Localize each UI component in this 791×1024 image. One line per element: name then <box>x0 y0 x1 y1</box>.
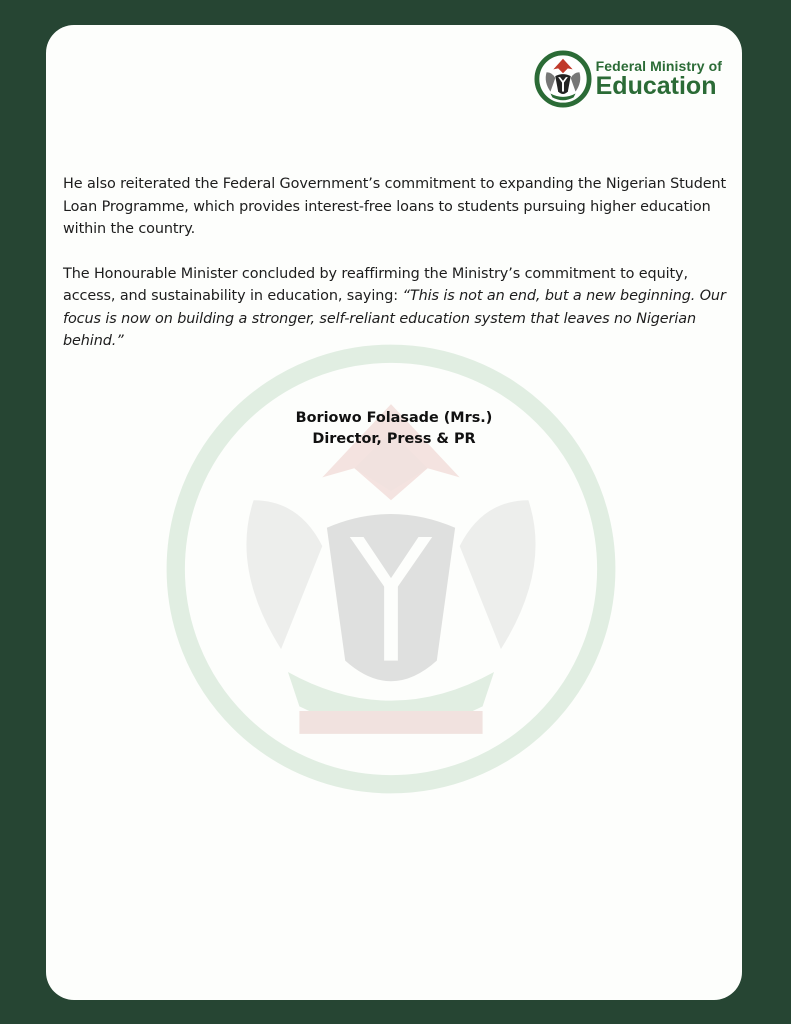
paragraph-conclusion <box>63 263 733 353</box>
paragraph-student-loan: He also reiterated the Federal Government’s commitment to expanding the Nigerian Student Loan Programme, which provides interest-free loans to students pursuing higher education within the country. <box>63 176 727 237</box>
paragraph-conclusion-intro: The Honourable Minister concluded by reaffirming the Ministry’s commitment to equity, access, and sustainability in education, saying: <box>63 265 688 304</box>
document-page <box>46 25 742 1000</box>
signatory-name: Boriowo Folasade (Mrs.) <box>295 410 493 426</box>
logo-line-education: Education <box>595 72 717 100</box>
logo-text <box>596 59 722 99</box>
minister-quote: “This is not an end, but a new beginning. Our focus is now on building a stronger, self-reliant education system that leaves no Nigerian behind.” <box>63 288 726 349</box>
logo-line-ministry: Federal Ministry of <box>595 58 722 74</box>
signature-block <box>46 408 742 450</box>
signatory-title: Director, Press & PR <box>312 431 476 447</box>
press-release-body <box>63 173 733 375</box>
coat-of-arms-icon <box>534 50 592 108</box>
ministry-logo <box>534 50 722 108</box>
